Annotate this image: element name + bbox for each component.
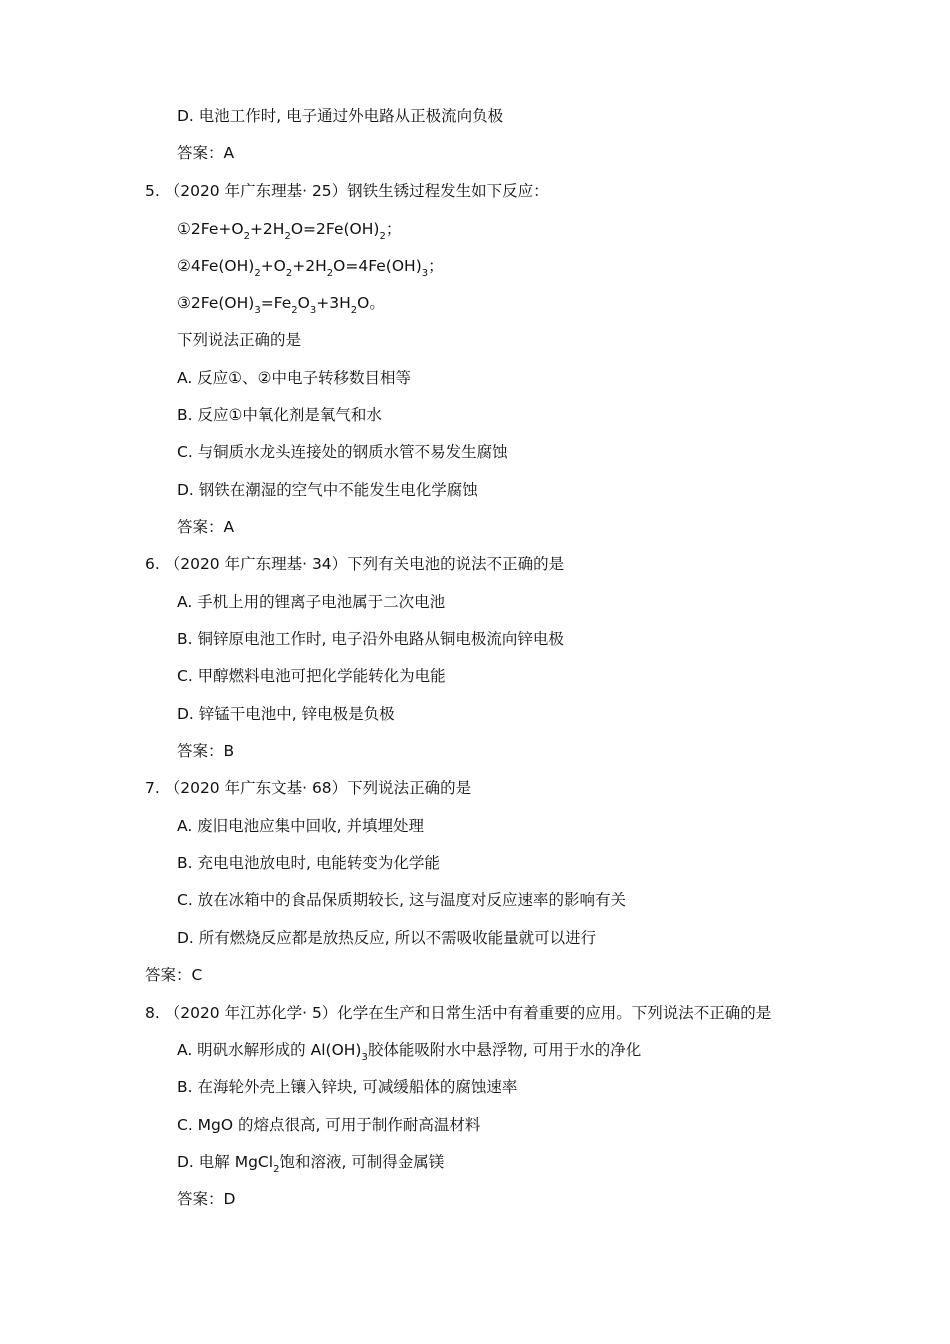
q5-option-b: B. 反应①中氧化剂是氧气和水 bbox=[177, 406, 382, 424]
q6-answer: 答案：B bbox=[177, 742, 235, 760]
q5-reaction-1: $①2Fe+O_2+2H_2O=2Fe(OH)_2$； bbox=[177, 220, 402, 242]
q8-option-c: C. MgO 的熔点很高, 可用于制作耐高温材料 bbox=[177, 1116, 481, 1134]
q5-answer: 答案：A bbox=[177, 518, 235, 536]
q4-answer: 答案：A bbox=[177, 144, 235, 162]
q7-option-c: C. 放在冰箱中的食品保质期较长, 这与温度对反应速率的影响有关 bbox=[177, 891, 627, 909]
q5-prompt: 下列说法正确的是 bbox=[177, 331, 302, 349]
q5-reaction-3: $③2Fe(OH)_3=Fe_2O_3+3H_2O$。 bbox=[177, 294, 385, 316]
q8-stem: 8. （2020 年江苏化学· 5）化学在生产和日常生活中有着重要的应用。下列说法不正确的是 bbox=[145, 1004, 772, 1022]
q8-option-a: A. 明矾水解形成的 $Al(OH)_3$胶体能吸附水中悬浮物, 可用于水的净化 bbox=[177, 1041, 642, 1063]
q5-stem: 5. （2020 年广东理基· 25）钢铁生锈过程发生如下反应： bbox=[145, 182, 549, 200]
q8-answer: 答案：D bbox=[177, 1190, 236, 1208]
q6-option-b: B. 铜锌原电池工作时, 电子沿外电路从铜电极流向锌电极 bbox=[177, 630, 564, 648]
q6-option-d: D. 锌锰干电池中, 锌电极是负极 bbox=[177, 705, 395, 723]
q7-answer: 答案：C bbox=[145, 966, 203, 984]
q6-stem: 6. （2020 年广东理基· 34）下列有关电池的说法不正确的是 bbox=[145, 555, 565, 573]
q5-option-c: C. 与铜质水龙头连接处的钢质水管不易发生腐蚀 bbox=[177, 443, 508, 461]
q5-option-a: A. 反应①、②中电子转移数目相等 bbox=[177, 369, 411, 387]
q8-option-d: D. 电解 MgCl$_2$饱和溶液, 可制得金属镁 bbox=[177, 1153, 445, 1175]
q7-option-d: D. 所有燃烧反应都是放热反应, 所以不需吸收能量就可以进行 bbox=[177, 929, 597, 947]
q7-option-a: A. 废旧电池应集中回收, 并填埋处理 bbox=[177, 817, 425, 835]
q5-option-d: D. 钢铁在潮湿的空气中不能发生电化学腐蚀 bbox=[177, 481, 478, 499]
q4-option-d: D. 电池工作时, 电子通过外电路从正极流向负极 bbox=[177, 107, 504, 125]
q7-stem: 7. （2020 年广东文基· 68）下列说法正确的是 bbox=[145, 779, 472, 797]
q8-option-b: B. 在海轮外壳上镶入锌块, 可减缓船体的腐蚀速率 bbox=[177, 1078, 518, 1096]
q6-option-c: C. 甲醇燃料电池可把化学能转化为电能 bbox=[177, 667, 446, 685]
q6-option-a: A. 手机上用的锂离子电池属于二次电池 bbox=[177, 593, 446, 611]
q5-reaction-2: $②4Fe(OH)_2+O_2+2H_2O=4Fe(OH)_3$； bbox=[177, 257, 444, 279]
q7-option-b: B. 充电电池放电时, 电能转变为化学能 bbox=[177, 854, 440, 872]
